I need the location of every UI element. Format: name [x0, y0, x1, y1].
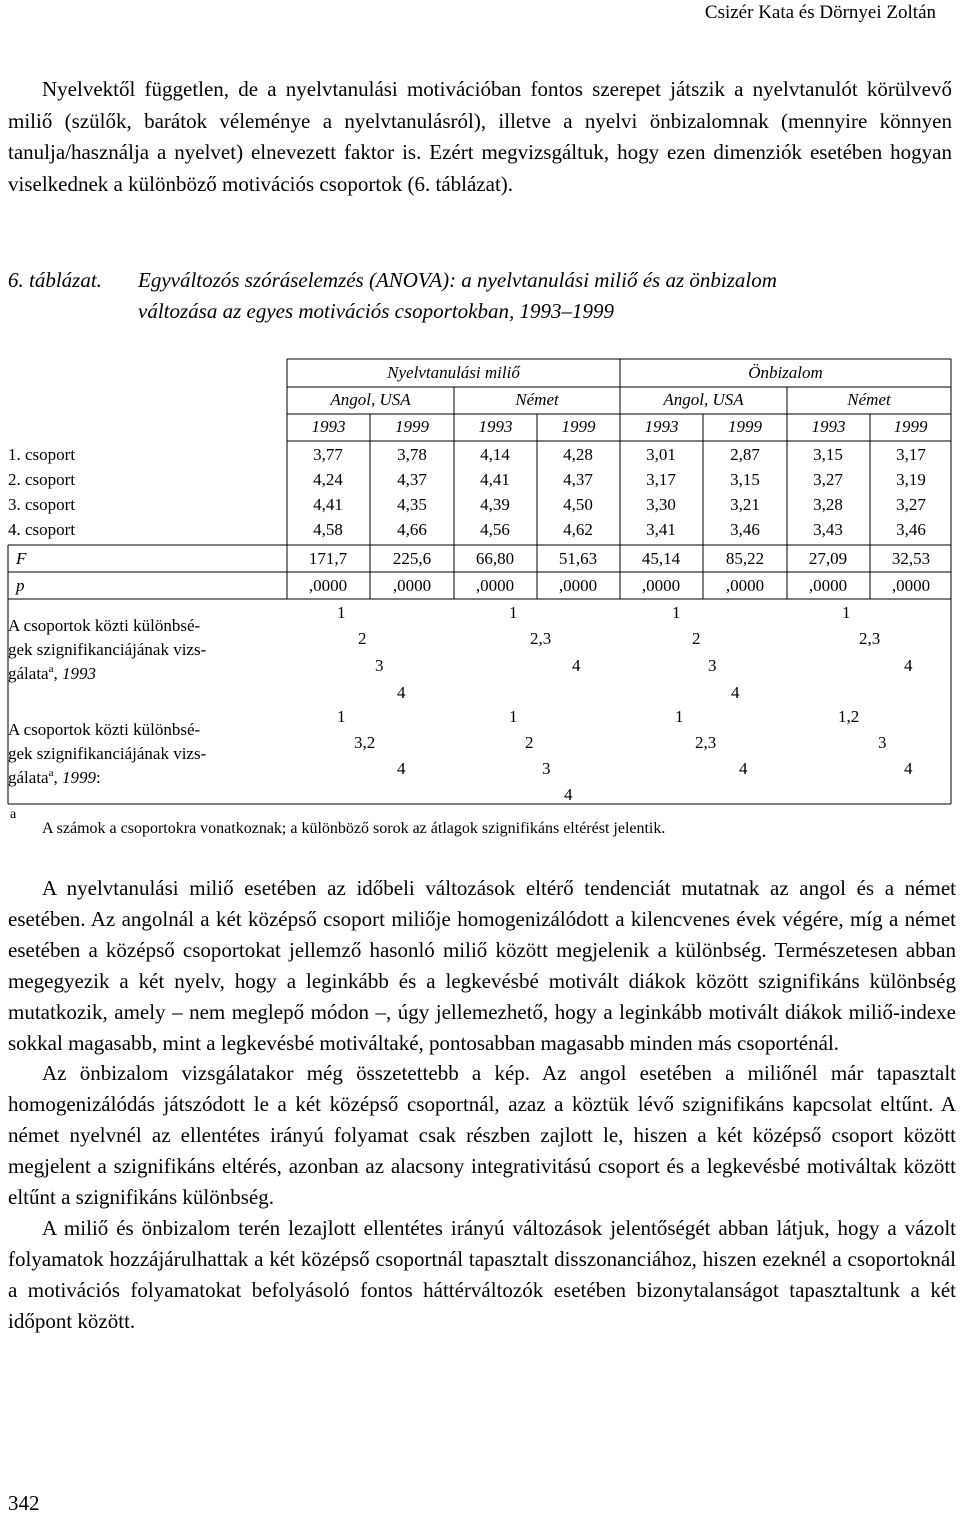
p-value: ,0000 — [641, 576, 681, 595]
header-year: 1999 — [728, 417, 762, 436]
table-cell: 4,37 — [563, 470, 593, 489]
sig-entry: 4 — [904, 759, 913, 778]
header-lang: Német — [847, 390, 891, 409]
page-number: 342 — [8, 1491, 40, 1515]
sig-entry: 3 — [375, 656, 384, 675]
f-value: 27,09 — [808, 549, 848, 568]
sig-entry: 4 — [397, 683, 406, 702]
sig-entry: 4 — [904, 656, 913, 675]
table-cell: 3,30 — [646, 495, 676, 514]
sig-entry: 2,3 — [695, 733, 717, 752]
row-label: 4. csoport — [8, 520, 76, 539]
footnote-text: A számok a csoportokra vonatkoznak; a különböző sorok az átlagok szignifikáns eltérést jelentik. — [42, 820, 666, 837]
body-paragraph: A nyelvtanulási miliő esetében az időbeli változások eltérő tendenciát mutatnak az angol és a német esetében. Az angolnál a két középső csoport miliője homogenizálódott a kilencvenes évek végére, míg a német esetében a középső csoportokat jellemző hasonló miliő között megjelenik a különbség. Természetesen abban megegyezik a két nyelv, hogy a leginkább és a legkevésbé motivált diákok között szignifikáns különbség mutatkozik, amely – nem meglepő módon –, úgy jellemezhető, hogy a leginkább motivált diákok miliő-indexe sokkal magasabb, mint a legkevésbé motiváltaké, pontosabban magasabb minden más csoporténál. — [8, 876, 956, 1055]
header-year: 1993 — [644, 417, 679, 436]
sig-1993-label: A csoportok közti különbsé- gek szignifikanciájának vizs- gálata$^a$, 1993 — [8, 616, 207, 683]
table-cell: 3,21 — [730, 495, 760, 514]
p-value: ,0000 — [558, 576, 598, 595]
body-text — [8, 873, 956, 1337]
header-confidence: Önbizalom — [748, 363, 823, 382]
sig-entry: 2,3 — [859, 629, 881, 648]
sig-entry: 4 — [572, 656, 581, 675]
sig-entry: 4 — [564, 785, 573, 804]
table-cell: 3,46 — [730, 520, 760, 539]
table-cell: 3,41 — [646, 520, 676, 539]
header-lang: Angol, USA — [330, 390, 411, 409]
table-cell: 4,39 — [480, 495, 510, 514]
table-cell: 4,28 — [563, 445, 593, 464]
sig-entry: 1 — [337, 707, 346, 726]
header-lang: Angol, USA — [663, 390, 744, 409]
header-lang: Német — [515, 390, 559, 409]
table-cell: 4,56 — [480, 520, 510, 539]
table-cell: 4,41 — [313, 495, 343, 514]
sig-entry: 3,2 — [354, 733, 376, 752]
header-year: 1993 — [811, 417, 846, 436]
running-head: Csizér Kata és Dörnyei Zoltán — [704, 2, 936, 23]
sig-entry: 4 — [731, 683, 740, 702]
table-cell: 3,77 — [313, 445, 343, 464]
table-cell: 3,78 — [397, 445, 427, 464]
table-cell: 4,66 — [397, 520, 427, 539]
sig-entry: 2 — [525, 733, 534, 752]
caption-line-1: Egyváltozós szóráselemzés (ANOVA): a nyelvtanulási miliő és az önbizalom — [138, 268, 777, 292]
table-cell: 3,46 — [896, 520, 926, 539]
table-cell: 3,17 — [646, 470, 676, 489]
sig-entry: 4 — [739, 759, 748, 778]
f-value: 171,7 — [308, 549, 348, 568]
table-cell: 4,50 — [563, 495, 593, 514]
header-year: 1999 — [395, 417, 429, 436]
sig-entry: 2 — [358, 629, 367, 648]
body-paragraph: A miliő és önbizalom terén lezajlott ellentétes irányú változások jelentőségét abban látjuk, hogy a vázolt folyamatok hozzájárulhattak a két középső csoportnál tapasztalt disszonanciához, hiszen ezeknél a csoportoknál a motivációs folyamatokat befolyásoló fontos háttérváltozók esetében bizonytalanságot tapasztaltunk a két időpont között. — [8, 1215, 956, 1333]
footnote-marker: a — [10, 807, 17, 822]
table-cell: 3,19 — [896, 470, 926, 489]
sig-entry: 3 — [708, 656, 717, 675]
row-label: 3. csoport — [8, 495, 76, 514]
header-milieu: Nyelvtanulási miliő — [387, 363, 520, 382]
row-label: 1. csoport — [8, 445, 76, 464]
table-cell: 4,24 — [313, 470, 343, 489]
table-cell: 4,58 — [313, 520, 343, 539]
intro-paragraph: Nyelvektől független, de a nyelvtanulási motivációban fontos szerepet játszik a nyelvtanulót körülvevő miliő (szülők, barátok véleménye a nyelvtanulásról), illetve a nyelvi önbizalomnak (mennyire könnyen tanulja/használja a nyelvet) elnevezett faktor is. Ezért megvizsgáltuk, hogy ezen dimenziók esetében hogyan viselkednek a különböző motivációs csoportok (6. táblázat). — [8, 77, 952, 196]
f-row-label: F — [16, 549, 27, 568]
sig-entry: 2 — [692, 629, 701, 648]
p-value: ,0000 — [725, 576, 765, 595]
f-value: 225,6 — [392, 549, 432, 568]
header-year: 1999 — [561, 417, 596, 436]
sig-entry: 1 — [672, 603, 681, 622]
table-cell: 3,01 — [646, 445, 676, 464]
table-cell: 3,43 — [813, 520, 843, 539]
p-value: ,0000 — [475, 576, 515, 595]
sig-entry: 3 — [542, 759, 551, 778]
sig-entry: 2,3 — [530, 629, 552, 648]
f-value: 66,80 — [475, 549, 515, 568]
sig-entry: 3 — [878, 733, 887, 752]
table-cell: 4,37 — [397, 470, 427, 489]
f-value: 85,22 — [725, 549, 765, 568]
header-year: 1993 — [478, 417, 513, 436]
table-cell: 3,27 — [896, 495, 926, 514]
table-cell: 4,35 — [397, 495, 427, 514]
sig-1999-label: A csoportok közti különbsé- gek szignifikanciájának vizs- gálata$^a$, 1999: — [8, 720, 207, 787]
header-year: 1993 — [311, 417, 346, 436]
table-cell: 3,27 — [813, 470, 843, 489]
p-value: ,0000 — [308, 576, 348, 595]
p-value: ,0000 — [392, 576, 432, 595]
sig-entry: 4 — [397, 759, 406, 778]
sig-entry: 1 — [509, 603, 518, 622]
table-cell: 3,28 — [813, 495, 843, 514]
table-cell: 4,14 — [480, 445, 510, 464]
p-value: ,0000 — [891, 576, 931, 595]
table-number: 6. táblázat. — [8, 268, 102, 292]
table-cell: 4,41 — [480, 470, 510, 489]
table-cell: 3,15 — [813, 445, 843, 464]
caption-line-2: változása az egyes motivációs csoportokban, 1993–1999 — [138, 299, 614, 323]
table-cell: 4,62 — [563, 520, 593, 539]
body-paragraph: Az önbizalom vizsgálatakor még összetettebb a kép. Az angol esetében a miliőnél már tapasztalt homogenizálódás játszódott le a két középső csoportnál, azaz a köztük lévő szignifikáns kapcsolat eltűnt. A német nyelvnél az ellentétes irányú folyamat csak részben zajlott le, hiszen a két középső csoport között megjelent a szignifikáns eltérés, azonban az alacsony integrativitású csoport és a legkevésbé motiváltak között eltűnt a szignifikáns különbség. — [8, 1061, 956, 1210]
sig-entry: 1 — [337, 603, 346, 622]
sig-entry: 1 — [675, 707, 684, 726]
sig-entry: 1,2 — [838, 707, 860, 726]
table-cell: 2,87 — [730, 445, 760, 464]
table-cell: 3,15 — [730, 470, 760, 489]
f-value: 51,63 — [558, 549, 598, 568]
row-label: 2. csoport — [8, 470, 76, 489]
f-value: 45,14 — [641, 549, 681, 568]
p-value: ,0000 — [808, 576, 848, 595]
p-row-label: p — [16, 576, 25, 595]
header-year: 1999 — [893, 417, 928, 436]
sig-entry: 1 — [509, 707, 518, 726]
table-cell: 3,17 — [896, 445, 926, 464]
f-value: 32,53 — [891, 549, 931, 568]
sig-entry: 1 — [842, 603, 851, 622]
